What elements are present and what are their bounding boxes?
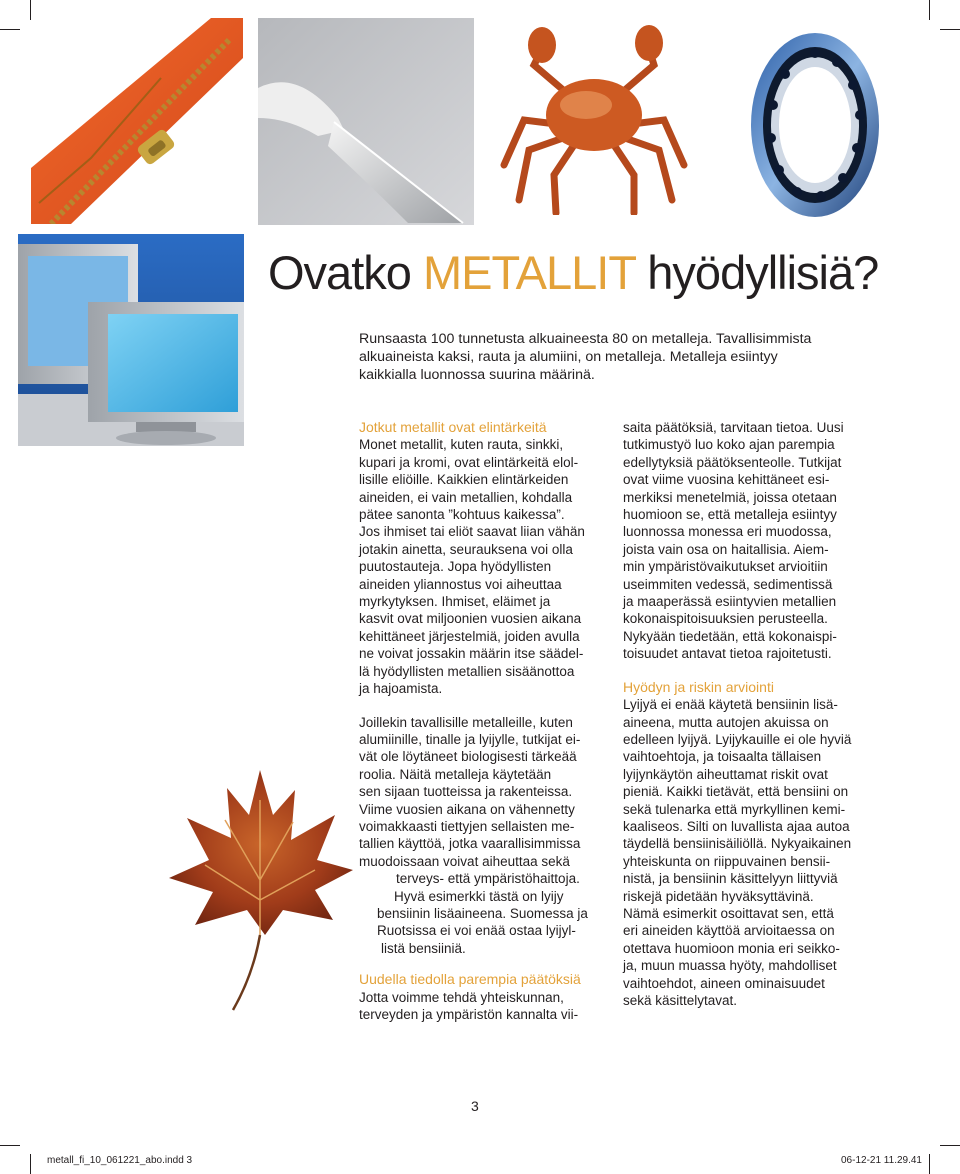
text-line: Monet metallit, kuten rauta, sinkki, (359, 437, 564, 453)
crab-image (494, 25, 694, 215)
text-line: ja hajoamista. (359, 681, 443, 697)
intro-line: Runsaasta 100 tunnetusta alkuaineesta 80 on metalleja. Tavallisimmista (359, 331, 812, 347)
paragraph (623, 696, 873, 1009)
text-line: täydellä bensiinisäiliöllä. Nykyaikainen (623, 836, 852, 852)
text-line: Hyvä esimerkki tästä on lyijy (394, 888, 564, 904)
slug-timestamp: 06-12-21 11.29.41 (841, 1155, 922, 1166)
text-line: vaihtoehtoja, ja toisaalta tällaisen (623, 749, 822, 765)
text-line: edellytyksiä päätöksenteolle. Tutkijat (623, 454, 842, 470)
title-post: hyödyllisiä? (635, 246, 879, 299)
text-line: Joillekin tavallisille metalleille, kuten (359, 714, 573, 730)
text-line: min ympäristövaikutukset arvioitiin (623, 559, 828, 575)
text-line: alumiinille, tinalle ja lyijylle, tutkijat ei- (359, 731, 581, 747)
text-line: useimmiten vedessä, sedimentissä (623, 576, 833, 592)
text-line: vät ole löytäneet biologisesti tärkeää (359, 749, 577, 765)
title-pre: Ovatko (268, 246, 423, 299)
page-title (268, 245, 948, 300)
text-line: kehittäneet järjestelmiä, joiden avulla (359, 628, 580, 644)
text-line: eri aineiden käyttöä arvioitaessa on (623, 923, 835, 939)
text-line: myrkytyksen. Ihmiset, eläimet ja (359, 594, 551, 610)
text-line: Lyijyä ei enää käytetä bensiinin lisä- (623, 697, 838, 713)
text-line: Viime vuosien aikana on vähennetty (359, 801, 575, 817)
text-line: edelleen lyijyä. Lyijykauille ei ole hyviä (623, 731, 852, 747)
text-line: Jos ihmiset tai eliöt saavat liian vähän (359, 524, 585, 540)
text-line: muodoissaan voivat aiheuttaa sekä (359, 853, 570, 869)
crop-mark (940, 1145, 960, 1146)
left-column (359, 419, 609, 1023)
paragraph (623, 419, 873, 663)
text-line: terveys- että ympäristöhaittoja. (396, 871, 580, 887)
section-heading-new-information: Uudella tiedolla parempia päätöksiä (359, 971, 581, 988)
text-line: Nämä esimerkit osoittavat sen, että (623, 905, 834, 921)
paragraph (359, 436, 609, 697)
knife-image (258, 18, 474, 225)
text-line: lisille eliöille. Kaikkien elintärkeiden (359, 472, 569, 488)
text-line: vaihtoehdot, aineen ominaisuudet (623, 975, 825, 991)
text-line: joista vain osa on haitallisia. Aiem- (623, 541, 829, 557)
text-line: ne voivat jossakin määrin itse säädel- (359, 646, 584, 662)
crop-mark (940, 29, 960, 30)
text-line: pätee sanonta ”kohtuus kaikessa”. (359, 507, 565, 523)
text-line: Nykyään tiedetään, että kokonaispi- (623, 628, 837, 644)
crop-mark (30, 1154, 31, 1174)
text-line: puutostauteja. Jopa hyödyllisten (359, 559, 552, 575)
maple-leaf-image (165, 760, 355, 1015)
section-heading-benefit-risk: Hyödyn ja riskin arviointi (623, 678, 774, 695)
text-line: Ruotsissa ei voi enää ostaa lyijyl- (377, 923, 576, 939)
paragraph (359, 989, 609, 1024)
text-line: jotakin ainetta, seurauksena voi olla (359, 541, 573, 557)
title-accent: METALLIT (422, 246, 636, 299)
section-heading-vital-metals: Jotkut metallit ovat elintärkeitä (359, 419, 547, 435)
text-line: lä hyödyllisten metallien sisäänottoa (359, 663, 575, 679)
crop-mark (30, 0, 31, 20)
text-line: kokonaispitoisuuksien perusteella. (623, 611, 828, 627)
text-line: aineiden, ei vain metallien, kohdalla (359, 489, 573, 505)
text-line: terveyden ja ympäristön kannalta vii- (359, 1007, 579, 1022)
text-line: kasvit ovat miljoonien vuosien aikana (359, 611, 582, 627)
text-line: tallien käyttöä, jotka vaarallisimmissa (359, 836, 581, 852)
text-line: huomioon se, että metalleja esiintyy (623, 507, 837, 523)
text-line: nistä, ja bensiinin käsittelyyn liittyviä (623, 871, 838, 887)
text-line: toisuudet antavat tietoa rajoitetusti. (623, 646, 832, 662)
text-line: tutkimustyö luo koko ajan parempia (623, 437, 835, 453)
crop-mark (0, 29, 20, 30)
text-line: Jotta voimme tehdä yhteiskunnan, (359, 989, 564, 1005)
paragraph (359, 714, 609, 958)
crop-mark (0, 1145, 20, 1146)
slug-filename: metall_fi_10_061221_abo.indd 3 (47, 1155, 193, 1166)
text-line: aineiden yliannostus voi aiheuttaa (359, 576, 562, 592)
page-number: 3 (471, 1098, 479, 1114)
computer-monitors-image (18, 234, 244, 446)
text-line: riskejä pidetään hyväksyttävinä. (623, 888, 814, 904)
text-line: roolia. Näitä metalleja käytetään (359, 766, 552, 782)
text-line: merkiksi menetelmiä, joissa otetaan (623, 489, 837, 505)
text-line: listä bensiiniä. (381, 940, 466, 956)
crop-mark (929, 0, 930, 20)
text-line: kupari ja kromi, ovat elintärkeitä elol- (359, 454, 579, 470)
zipper-image (31, 18, 243, 224)
intro-line: kaikkialla luonnossa suurina määrinä. (359, 367, 595, 384)
text-line: lyijynkäytön aiheuttamat riskit ovat (623, 766, 828, 782)
text-line: sekä tulenarka että myrkyllinen kemi- (623, 801, 846, 817)
text-line: sen sijaan tuotteissa ja rakenteissa. (359, 784, 573, 800)
text-line: bensiinin lisäaineena. Suomessa ja (377, 905, 588, 921)
text-line: yhteiskunta on riippuvainen bensii- (623, 853, 831, 869)
intro-paragraph (359, 330, 879, 385)
crop-mark (929, 1154, 930, 1174)
text-line: luonnossa monessa eri muodossa, (623, 524, 832, 540)
ball-bearing-image (745, 30, 885, 220)
text-line: saita päätöksiä, tarvitaan tietoa. Uusi (623, 420, 844, 435)
right-column (623, 419, 873, 1009)
text-line: kaaliseos. Silti on luvallista ajaa autoa (623, 818, 850, 834)
text-line: ovat viime vuosina kehittäneet esi- (623, 472, 830, 488)
text-line: voimakkaasti tiettyjen sellaisten me- (359, 818, 575, 834)
text-line: otettava huomioon monia eri seikko- (623, 940, 840, 956)
intro-line: alkuaineista kaksi, rauta ja alumiini, on metalleja. Metalleja esiintyy (359, 349, 778, 366)
text-line: ja maaperässä esiintyvien metallien (623, 594, 837, 610)
text-line: pieniä. Kaikki tietävät, että bensiini on (623, 784, 849, 800)
text-line: aineena, mutta autojen akuissa on (623, 714, 829, 730)
text-line: ja, muun muassa hyöty, mahdolliset (623, 958, 837, 974)
text-line: sekä käsittelytavat. (623, 993, 738, 1008)
